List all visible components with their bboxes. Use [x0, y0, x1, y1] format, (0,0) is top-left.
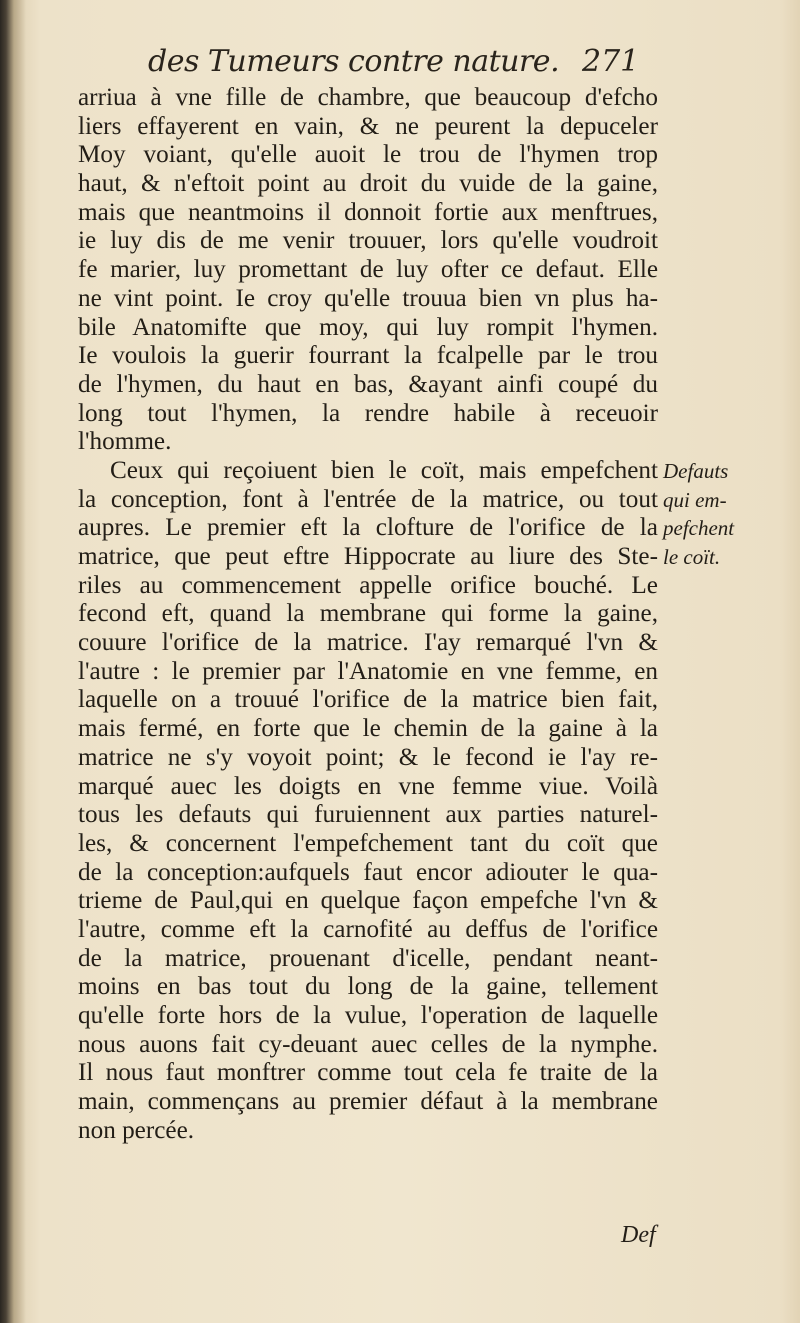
text-line: qu'elle forte hors de la vulue, l'operation de laquelle [78, 1002, 658, 1029]
text-line: fe marier, luy promettant de luy ofter ce defaut. Elle [78, 256, 658, 284]
margin-note-line: pefchent [663, 516, 735, 541]
text-line: matrice, que peut eftre Hippocrate au liure des Ste- [78, 543, 658, 570]
text-line: les, & concernent l'empefchement tant du coït que [78, 829, 658, 857]
text-line: long tout l'hymen, la rendre habile à receuoir [78, 399, 658, 427]
text-line: haut, & n'eftoit point au droit du vuide de la gaine, [78, 170, 658, 198]
text-line: l'autre, comme eft la carnofité au deffus de l'orifice [78, 915, 658, 943]
catchword: Def [621, 1222, 656, 1248]
text-line: non percée. [78, 1116, 195, 1144]
text-line: main, commençans au premier défaut à la membrane [78, 1088, 658, 1116]
margin-note [663, 457, 793, 572]
text-line: nous auons fait cy-deuant auec celles de la nymphe. [78, 1030, 658, 1058]
margin-note-line: le coït. [663, 545, 721, 570]
text-line: couure l'orifice de la matrice. I'ay remarqué l'vn & [78, 629, 658, 657]
margin-note-line: Defauts [663, 459, 729, 483]
text-line: Il nous faut monftrer comme tout cela fe traite de la [78, 1059, 658, 1087]
margin-note-line: qui em- [663, 487, 727, 512]
text-line: tous les defauts qui furuiennent aux parties naturel- [78, 801, 658, 829]
binding-gutter [0, 0, 26, 1323]
text-line: aupres. Le premier eft la clofture de l'orifice de la [78, 514, 658, 542]
text-line: fecond eft, quand la membrane qui forme la gaine, [78, 600, 658, 628]
body-text [78, 84, 658, 1145]
text-line: matrice ne s'y voyoit point; & le fecond ie l'ay re- [78, 743, 658, 771]
text-line: moins en bas tout du long de la gaine, tellement [78, 973, 658, 1001]
text-line: bile Anatomifte que moy, qui luy rompit l'hymen. [78, 313, 658, 341]
text-line: laquelle on a trouué l'orifice de la matrice bien fait, [78, 686, 658, 714]
text-line: arriua à vne fille de chambre, que beaucoup d'efcho [78, 84, 658, 111]
text-line: de l'hymen, du haut en bas, &ayant ainfi coupé du [78, 370, 658, 398]
text-line: riles au commencement appelle orifice bouché. Le [78, 571, 658, 599]
page-number: 271 [582, 44, 640, 79]
text-line: ne vint point. Ie croy qu'elle trouua bien vn plus ha- [78, 284, 658, 312]
text-line: marqué auec les doigts en vne femme viue. Voilà [78, 772, 658, 800]
text-line: mais que neantmoins il donnoit fortie aux menftrues, [78, 198, 658, 226]
text-line: de la conception:aufquels faut encor adiouter le qua- [78, 858, 658, 886]
text-line: de la matrice, prouenant d'icelle, pendant neant- [78, 944, 658, 972]
text-line: l'homme. [78, 428, 172, 456]
text-line: ie luy dis de me venir trouuer, lors qu'elle voudroit [78, 227, 658, 255]
text-line: Moy voiant, qu'elle auoit le trou de l'hymen trop [78, 141, 658, 169]
text-line: mais fermé, en forte que le chemin de la gaine à la [78, 715, 658, 743]
text-line: la conception, font à l'entrée de la matrice, ou tout [78, 485, 658, 513]
text-line: Ceux qui reçoiuent bien le coït, mais empefchent [110, 456, 658, 484]
running-title: des Tumeurs contre nature. [148, 44, 560, 79]
text-line: l'autre : le premier par l'Anatomie en vne femme, en [78, 657, 658, 685]
text-line: trieme de Paul,qui en quelque façon empefche l'vn & [78, 887, 658, 915]
text-line: Ie voulois la guerir fourrant la fcalpelle par le trou [78, 342, 658, 370]
text-line: liers effayerent en vain, & ne peurent la depuceler [78, 112, 658, 140]
